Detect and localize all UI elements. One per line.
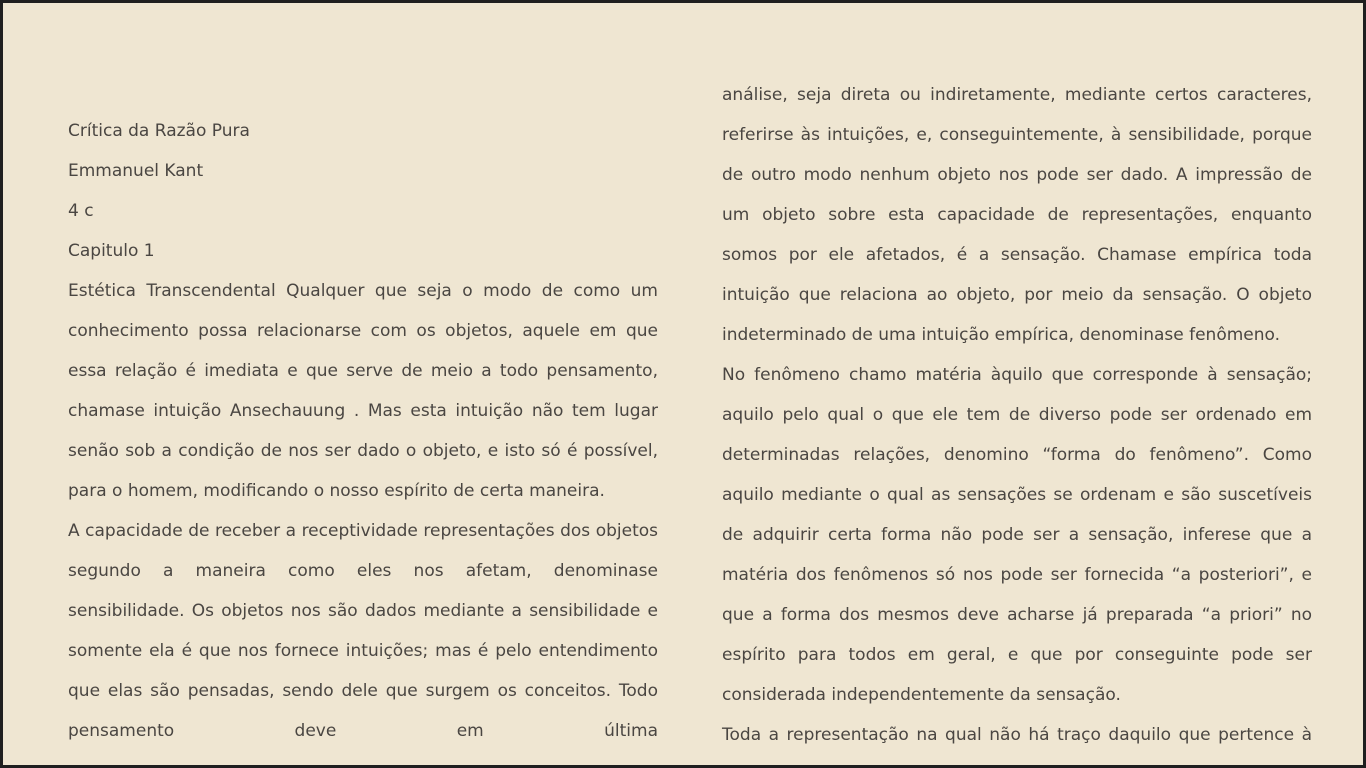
chapter-heading: Capitulo 1 [68, 241, 155, 261]
paragraph: A capacidade de receber a receptividade representações dos objetos segundo a maneira como eles nos afetam, denominase sensibilidade. Os objetos nos são dados mediante a sensibilidade e somente ela é que nos fornece intuições; mas é pelo entendimento que elas são pensadas, sendo dele que surgem os conceitos. Todo pensamento deve em última [68, 521, 658, 741]
paragraph: Toda a representação na qual não há traço daquilo que pertence à [722, 725, 1312, 745]
right-page-column [722, 75, 1312, 755]
paragraph: análise, seja direta ou indiretamente, mediante certos caracteres, referirse às intuições, e, conseguintemente, à sensibilidade, porque de outro modo nenhum objeto nos pode ser dado. A impressão de um objeto sobre esta capacidade de representações, enquanto somos por ele afetados, é a sensação. Chamase empírica toda intuição que relaciona ao objeto, por meio da sensação. O objeto indeterminado de uma intuição empírica, denominase fenômeno. [722, 85, 1312, 345]
left-page-column [68, 111, 658, 751]
book-title: Crítica da Razão Pura [68, 121, 250, 141]
paragraph: Estética Transcendental Qualquer que seja o modo de como um conhecimento possa relacionarse com os objetos, aquele em que essa relação é imediata e que serve de meio a todo pensamento, chamase intuição Ansechauung . Mas esta intuição não tem lugar senão sob a condição de nos ser dado o objeto, e isto só é possível, para o homem, modificando o nosso espírito de certa maneira. [68, 281, 658, 501]
book-author: Emmanuel Kant [68, 161, 204, 181]
reader-page[interactable] [3, 3, 1363, 765]
section-label: 4 c [68, 201, 94, 221]
paragraph: No fenômeno chamo matéria àquilo que corresponde à sensação; aquilo pelo qual o que ele tem de diverso pode ser ordenado em determinadas relações, denomino “forma do fenômeno”. Como aquilo mediante o qual as sensações se ordenam e são suscetíveis de adquirir certa forma não pode ser a sensação, inferese que a matéria dos fenômenos só nos pode ser fornecida “a posteriori”, e que a forma dos mesmos deve acharse já preparada “a priori” no espírito para todos em geral, e que por conseguinte pode ser considerada independentemente da sensação. [722, 365, 1312, 705]
